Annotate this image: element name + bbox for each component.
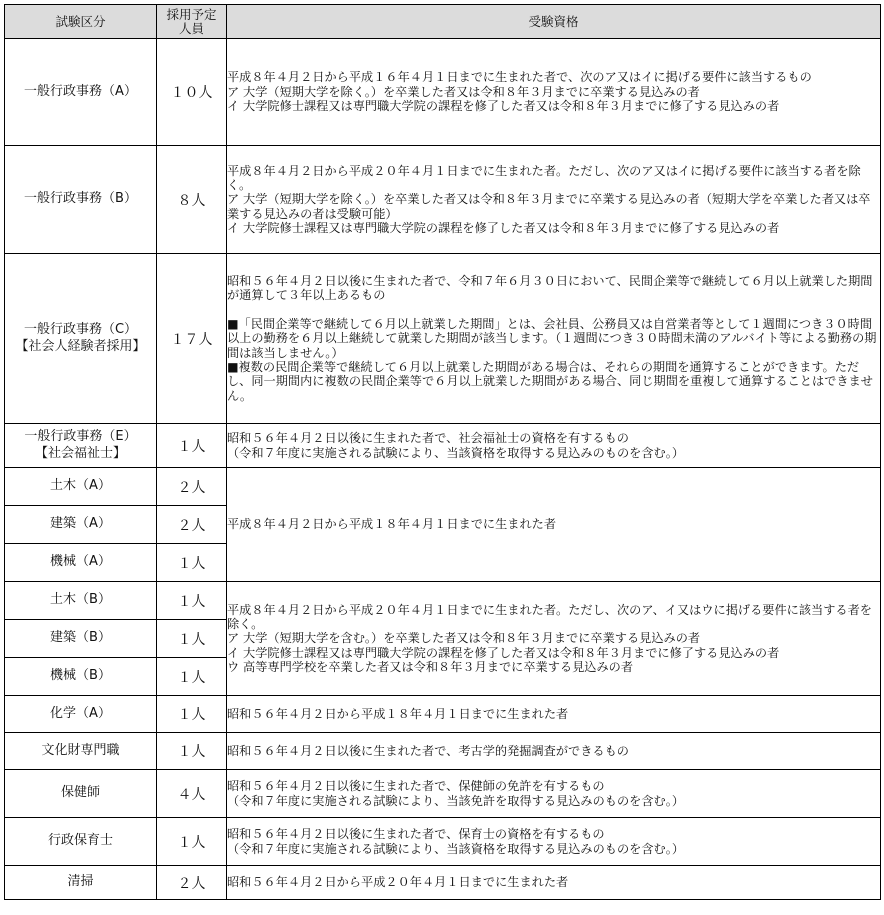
table-row <box>5 696 881 733</box>
row-count: １人 <box>157 582 227 620</box>
row-category: 保健師 <box>5 770 157 818</box>
table-row <box>5 770 881 818</box>
qual-note: ■「民間企業等で継続して６月以上就業した期間」とは、会社員、公務員又は自営業者等として１週間につき３０時間以上の勤務を６月以上継続して就業した期間が該当します。（１週間につき３０時間未満のアルバイト等による勤務の期間は該当しません。） <box>227 316 877 360</box>
exam-table <box>4 4 881 900</box>
row-count: ２人 <box>157 506 227 544</box>
row-category: 文化財専門職 <box>5 733 157 770</box>
row-category: 化学（A） <box>5 696 157 733</box>
row-category: 建築（B） <box>5 620 157 658</box>
qual-line: 平成８年４月２日から平成１６年４月１日までに生まれた者で、次のア又はイに掲げる要件に該当するもの <box>227 70 812 85</box>
qual-line: ア 大学（短期大学を除く。）を卒業した者又は令和８年３月までに卒業する見込みの者（短期大学を卒業した者又は卒業する見込みの者は受験可能） <box>227 192 871 221</box>
header-planned-line2: 人員 <box>178 20 204 36</box>
row-count: ８人 <box>157 146 227 254</box>
row-count: １人 <box>157 733 227 770</box>
row-qualification <box>227 424 881 468</box>
qual-line: 昭和５６年４月２日以後に生まれた者で、考古学的発掘調査ができるもの <box>227 743 629 758</box>
row-category: 土木（B） <box>5 582 157 620</box>
qual-line: 平成８年４月２日から平成２０年４月１日までに生まれた者。ただし、次のア、イ又はウに掲げる要件に該当する者を除く。 <box>227 602 872 631</box>
row-qualification <box>227 39 881 146</box>
row-qualification <box>227 733 881 770</box>
row-qualification <box>227 770 881 818</box>
category-sub: 【社会人経験者採用】 <box>15 338 146 354</box>
row-category: 一般行政事務（A） <box>5 39 157 146</box>
table-row <box>5 468 881 506</box>
row-count: １７人 <box>157 254 227 424</box>
qual-line: 昭和５６年４月２日から平成２０年４月１日までに生まれた者 <box>227 875 569 890</box>
qual-line: ア 大学（短期大学を除く。）を卒業した者又は令和８年３月までに卒業する見込みの者 <box>227 84 700 99</box>
row-count: ２人 <box>157 866 227 900</box>
qual-line: イ 大学院修士課程又は専門職大学院の課程を修了した者又は令和８年３月までに修了する見込みの者 <box>227 221 780 236</box>
table-row <box>5 866 881 900</box>
table-row <box>5 39 881 146</box>
qual-spacer <box>227 303 880 317</box>
qual-line: 昭和５６年４月２日以後に生まれた者で、保育士の資格を有するもの <box>227 827 605 842</box>
row-count: １人 <box>157 620 227 658</box>
table-row <box>5 254 881 424</box>
row-category: 一般行政事務（B） <box>5 146 157 254</box>
header-planned-line1: 採用予定 <box>166 7 217 23</box>
row-count: １人 <box>157 818 227 866</box>
group-b-qualification <box>227 582 881 696</box>
qual-line: （令和７年度に実施される試験により、当該資格を取得する見込みのものを含む。） <box>227 445 685 460</box>
group-a-qualification <box>227 468 881 582</box>
row-count: １人 <box>157 424 227 468</box>
row-category: 建築（A） <box>5 506 157 544</box>
row-qualification <box>227 146 881 254</box>
header-planned-count <box>157 5 227 39</box>
row-qualification <box>227 818 881 866</box>
category-main: 一般行政事務（C） <box>23 322 138 338</box>
qual-line: ア 大学（短期大学を含む。）を卒業した者又は令和８年３月までに卒業する見込みの者 <box>227 631 701 646</box>
qual-line: 平成８年４月２日から平成１８年４月１日までに生まれた者 <box>227 517 557 532</box>
table-row <box>5 146 881 254</box>
row-count: １人 <box>157 658 227 696</box>
table-row <box>5 818 881 866</box>
qual-line: （令和７年度に実施される試験により、当該資格を取得する見込みのものを含む。） <box>227 841 685 856</box>
qual-line: イ 大学院修士課程又は専門職大学院の課程を修了した者又は令和８年３月までに修了する見込みの者 <box>227 645 780 660</box>
header-category: 試験区分 <box>5 5 157 39</box>
row-category: 機械（A） <box>5 544 157 582</box>
header-qualification: 受験資格 <box>227 5 881 39</box>
row-count: １人 <box>157 696 227 733</box>
table-row <box>5 424 881 468</box>
table-row <box>5 733 881 770</box>
row-count: ２人 <box>157 468 227 506</box>
qual-line: イ 大学院修士課程又は専門職大学院の課程を修了した者又は令和８年３月までに修了する見込みの者 <box>227 99 780 114</box>
qual-line: （令和７年度に実施される試験により、当該免許を取得する見込みのものを含む。） <box>227 793 685 808</box>
row-category: 行政保育士 <box>5 818 157 866</box>
row-count: １０人 <box>157 39 227 146</box>
row-count: ４人 <box>157 770 227 818</box>
row-qualification <box>227 254 881 424</box>
qual-line: ウ 高等専門学校を卒業した者又は令和８年３月までに卒業する見込みの者 <box>227 660 634 675</box>
qual-line: 昭和５６年４月２日以後に生まれた者で、社会福祉士の資格を有するもの <box>227 431 629 446</box>
row-qualification <box>227 696 881 733</box>
qual-line: 昭和５６年４月２日以後に生まれた者で、保健師の免許を有するもの <box>227 779 605 794</box>
qual-line: 昭和５６年４月２日以後に生まれた者で、令和７年６月３０日において、民間企業等で継続して６月以上就業した期間が通算して３年以上あるもの <box>227 273 873 303</box>
row-category <box>5 254 157 424</box>
qual-line: 昭和５６年４月２日から平成１８年４月１日までに生まれた者 <box>227 706 569 721</box>
row-count: １人 <box>157 544 227 582</box>
qual-line: 平成８年４月２日から平成２０年４月１日までに生まれた者。ただし、次のア又はイに掲げる要件に該当する者を除く。 <box>227 163 861 192</box>
row-qualification <box>227 866 881 900</box>
qual-note: ■複数の民間企業等で継続して６月以上就業した期間がある場合は、それらの期間を通算することができます。ただし、同一期間内に複数の民間企業等で６月以上就業した期間がある場合、同じ期間を重複して通算することはできません。 <box>227 359 873 403</box>
row-category: 土木（A） <box>5 468 157 506</box>
table-row <box>5 582 881 620</box>
header-row <box>5 5 881 39</box>
row-category: 機械（B） <box>5 658 157 696</box>
row-category: 清掃 <box>5 866 157 900</box>
row-category <box>5 424 157 468</box>
category-sub: 【社会福祉士】 <box>34 445 126 461</box>
category-main: 一般行政事務（E） <box>24 429 137 445</box>
